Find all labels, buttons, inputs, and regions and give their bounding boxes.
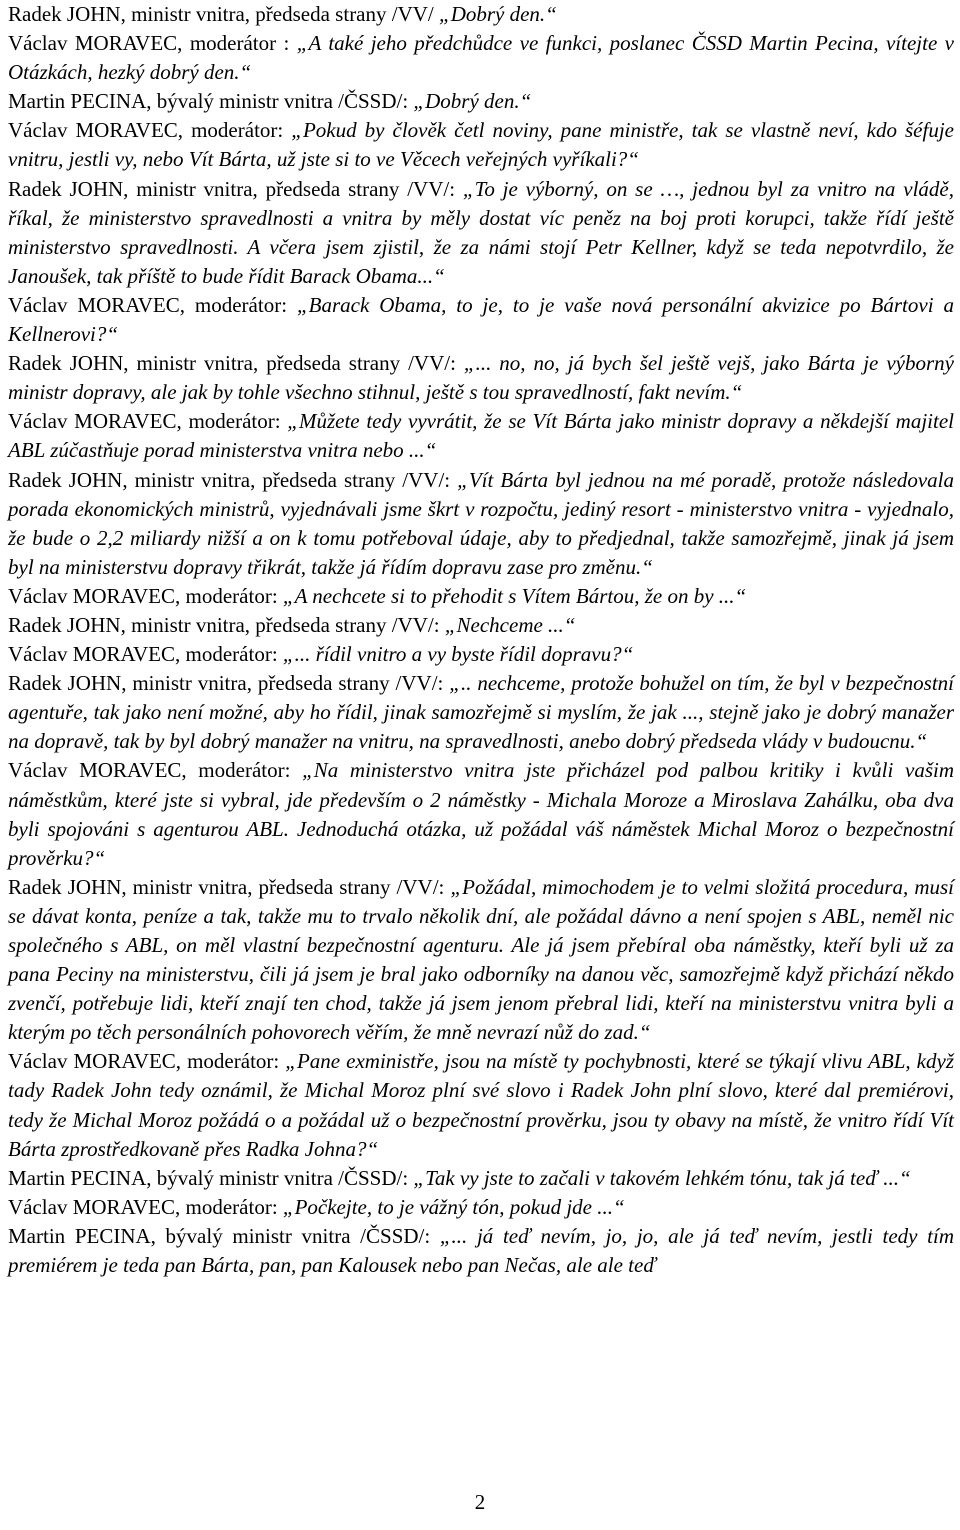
transcript-paragraph bbox=[8, 349, 954, 407]
transcript-paragraph bbox=[8, 0, 954, 29]
speech-text: „Dobrý den.“ bbox=[408, 89, 532, 114]
speech-text: „A také jeho předchůdce ve funkci, poslanec ČSSD Martin Pecina, vítejte v Otázkách, hezký dobrý den.“ bbox=[8, 31, 954, 85]
transcript-paragraph bbox=[8, 1222, 954, 1280]
transcript-paragraph bbox=[8, 175, 954, 291]
speaker-label: Radek JOHN, ministr vnitra, předseda strany /VV/: bbox=[8, 351, 456, 376]
speaker-label: Václav MORAVEC, moderátor: bbox=[8, 583, 278, 608]
speech-text: „Pane exministře, jsou na místě ty pochybnosti, které se týkají vlivu ABL, když tady Radek John tedy oznámil, že Michal Moroz plní své slovo i Radek John plní slovo, které dal premiérovi, tedy že Michal Moroz požádá o a požádal už o bezpečnostní prověrku, jsou ty obavy na místě, že vnitro řídí Vít Bárta zprostředkovaně přes Radka Johna?“ bbox=[8, 1049, 954, 1161]
speaker-label: Radek JOHN, ministr vnitra, předseda strany /VV/: bbox=[8, 874, 445, 899]
page-number: 2 bbox=[474, 1490, 486, 1514]
speaker-label: Václav MORAVEC, moderátor: bbox=[8, 409, 281, 434]
speaker-label: Václav MORAVEC, moderátor: bbox=[8, 642, 278, 667]
speech-text: „Můžete tedy vyvrátit, že se Vít Bárta jako ministr dopravy a někdejší majitel ABL zúčastňuje porad ministerstva vnitra nebo ...“ bbox=[8, 409, 954, 463]
speaker-label: Radek JOHN, ministr vnitra, předseda strany /VV/: bbox=[8, 176, 456, 201]
transcript-paragraph bbox=[8, 1047, 954, 1163]
speaker-label: Radek JOHN, ministr vnitra, předseda strany /VV/: bbox=[8, 612, 440, 637]
speaker-label: Radek JOHN, ministr vnitra, předseda strany /VV/: bbox=[8, 671, 444, 696]
transcript-body bbox=[8, 0, 954, 1280]
speaker-label: Václav MORAVEC, moderátor: bbox=[8, 1049, 280, 1074]
speaker-label: Václav MORAVEC, moderátor: bbox=[8, 1194, 278, 1219]
speaker-label: Martin PECINA, bývalý ministr vnitra /ČSSD/: bbox=[8, 1223, 431, 1248]
speech-text: „Barack Obama, to je, to je vaše nová personální akvizice po Bártovi a Kellnerovi?“ bbox=[8, 292, 954, 347]
speech-text: „... já teď nevím, jo, jo, ale já teď nevím, jestli tedy tím premiérem je teda pan Bárta, pan, pan Kalousek nebo pan Nečas, ale ale teď bbox=[8, 1223, 954, 1278]
speech-text: „Dobrý den.“ bbox=[433, 2, 557, 26]
speech-text: „... řídil vnitro a vy byste řídil dopravu?“ bbox=[277, 642, 634, 667]
transcript-paragraph bbox=[8, 29, 954, 87]
transcript-paragraph bbox=[8, 873, 954, 1048]
speech-text: „.. nechceme, protože bohužel on tím, že byl v bezpečnostní agentuře, tak jako není možné, aby ho řídil, jinak samozřejmě si myslím, že jak ..., stejně jako je dobrý manažer na dopravě, tak by byl dobrý manažer na vnitru, na spravedlnosti, anebo dobrý předseda vlády v budoucnu.“ bbox=[8, 671, 954, 754]
speech-text: „Požádal, mimochodem je to velmi složitá procedura, musí se dávat konta, peníze a tak, takže mu to trvalo několik dní, ale požádal dávno a není spojen s ABL, neměl nic společného s ABL, on měl vlastní bezpečnostní agenturu. Ale já jsem přebíral oba náměstky, kteří byli už za pana Peciny na ministerstvu, čili já jsem je bral jako odborníky na danou věc, samozřejmě když přichází někdo zvenčí, potřebuje lidi, kteří znají ten chod, takže já jsem jenom přebral lidi, kteří na ministerstvu vnitra byli a kterým po těch personálních pohovorech věřím, že mně nevrazí nůž do zad.“ bbox=[8, 874, 954, 1045]
speech-text: „To je výborný, on se …, jednou byl za vnitro na vládě, říkal, že ministerstvo spravedlnosti a vnitra by měly dostat víc peněz na boj proti korupci, takže řídí ještě ministerstvo spravedlnosti. A včera jsem zjistil, že za námi stojí Petr Kellner, když se teda nepotvrdilo, že Janoušek, tak příště to bude řídit Barack Obama...“ bbox=[8, 176, 954, 288]
speech-text: „Pokud by člověk četl noviny, pane ministře, tak se vlastně neví, kdo šéfuje vnitru, jestli vy, nebo Vít Bárta, už jste si to ve Věcech veřejných vyříkali?“ bbox=[8, 118, 954, 172]
speaker-label: Václav MORAVEC, moderátor: bbox=[8, 292, 288, 317]
transcript-paragraph bbox=[8, 582, 954, 611]
speaker-label: Radek JOHN, ministr vnitra, předseda strany /VV/ bbox=[8, 2, 434, 26]
transcript-paragraph bbox=[8, 87, 954, 116]
transcript-paragraph bbox=[8, 116, 954, 174]
transcript-paragraph bbox=[8, 1193, 954, 1222]
speech-text: „Na ministerstvo vnitra jste přicházel pod palbou kritiky i kvůli vašim náměstkům, které jste si vybral, jde především o 2 náměstky - Michala Moroze a Miroslava Zahálku, oba dva byli spojováni s agenturou ABL. Jednoduchá otázka, už požádal váš náměstek Michal Moroz o bezpečnostní prověrku?“ bbox=[8, 758, 954, 870]
transcript-paragraph bbox=[8, 640, 954, 669]
transcript-paragraph bbox=[8, 407, 954, 465]
speaker-label: Martin PECINA, bývalý ministr vnitra /ČSSD/: bbox=[8, 1165, 409, 1190]
transcript-paragraph bbox=[8, 611, 954, 640]
speech-text: „Tak vy jste to začali v takovém lehkém tónu, tak já teď ...“ bbox=[408, 1165, 911, 1190]
speech-text: „A nechcete si to přehodit s Vítem Bártou, že on by ...“ bbox=[277, 583, 747, 608]
transcript-paragraph bbox=[8, 756, 954, 872]
speaker-label: Martin PECINA, bývalý ministr vnitra /ČSSD/: bbox=[8, 89, 409, 114]
speaker-label: Radek JOHN, ministr vnitra, předseda strany /VV/: bbox=[8, 467, 451, 492]
speaker-label: Václav MORAVEC, moderátor: bbox=[8, 118, 284, 143]
transcript-paragraph bbox=[8, 669, 954, 756]
transcript-paragraph bbox=[8, 1164, 954, 1193]
transcript-paragraph bbox=[8, 466, 954, 582]
speech-text: „Vít Bárta byl jednou na mé poradě, protože následovala porada ekonomických ministrů, vyjednávali jsme škrt v rozpočtu, jediný resort - ministerstvo vnitra - vyjednalo, že bude o 2,2 miliardy nižší a on k tomu potřeboval údaje, aby to předjednal, takže samozřejmě, jinak já jsem byl na ministerstvu dopravy třikrát, takže já řídím dopravu zase pro změnu.“ bbox=[8, 467, 954, 579]
transcript-paragraph bbox=[8, 291, 954, 349]
speech-text: „Počkejte, to je vážný tón, pokud jde ...“ bbox=[277, 1194, 625, 1219]
speech-text: „Nechceme ...“ bbox=[439, 612, 576, 637]
speech-text: „... no, no, já bych šel ještě vejš, jako Bárta je výborný ministr dopravy, ale jak by tohle všechno stihnul, ještě s tou spravedlností, fakt nevím.“ bbox=[8, 351, 954, 405]
speaker-label: Václav MORAVEC, moderátor : bbox=[8, 31, 290, 56]
speaker-label: Václav MORAVEC, moderátor: bbox=[8, 758, 291, 783]
